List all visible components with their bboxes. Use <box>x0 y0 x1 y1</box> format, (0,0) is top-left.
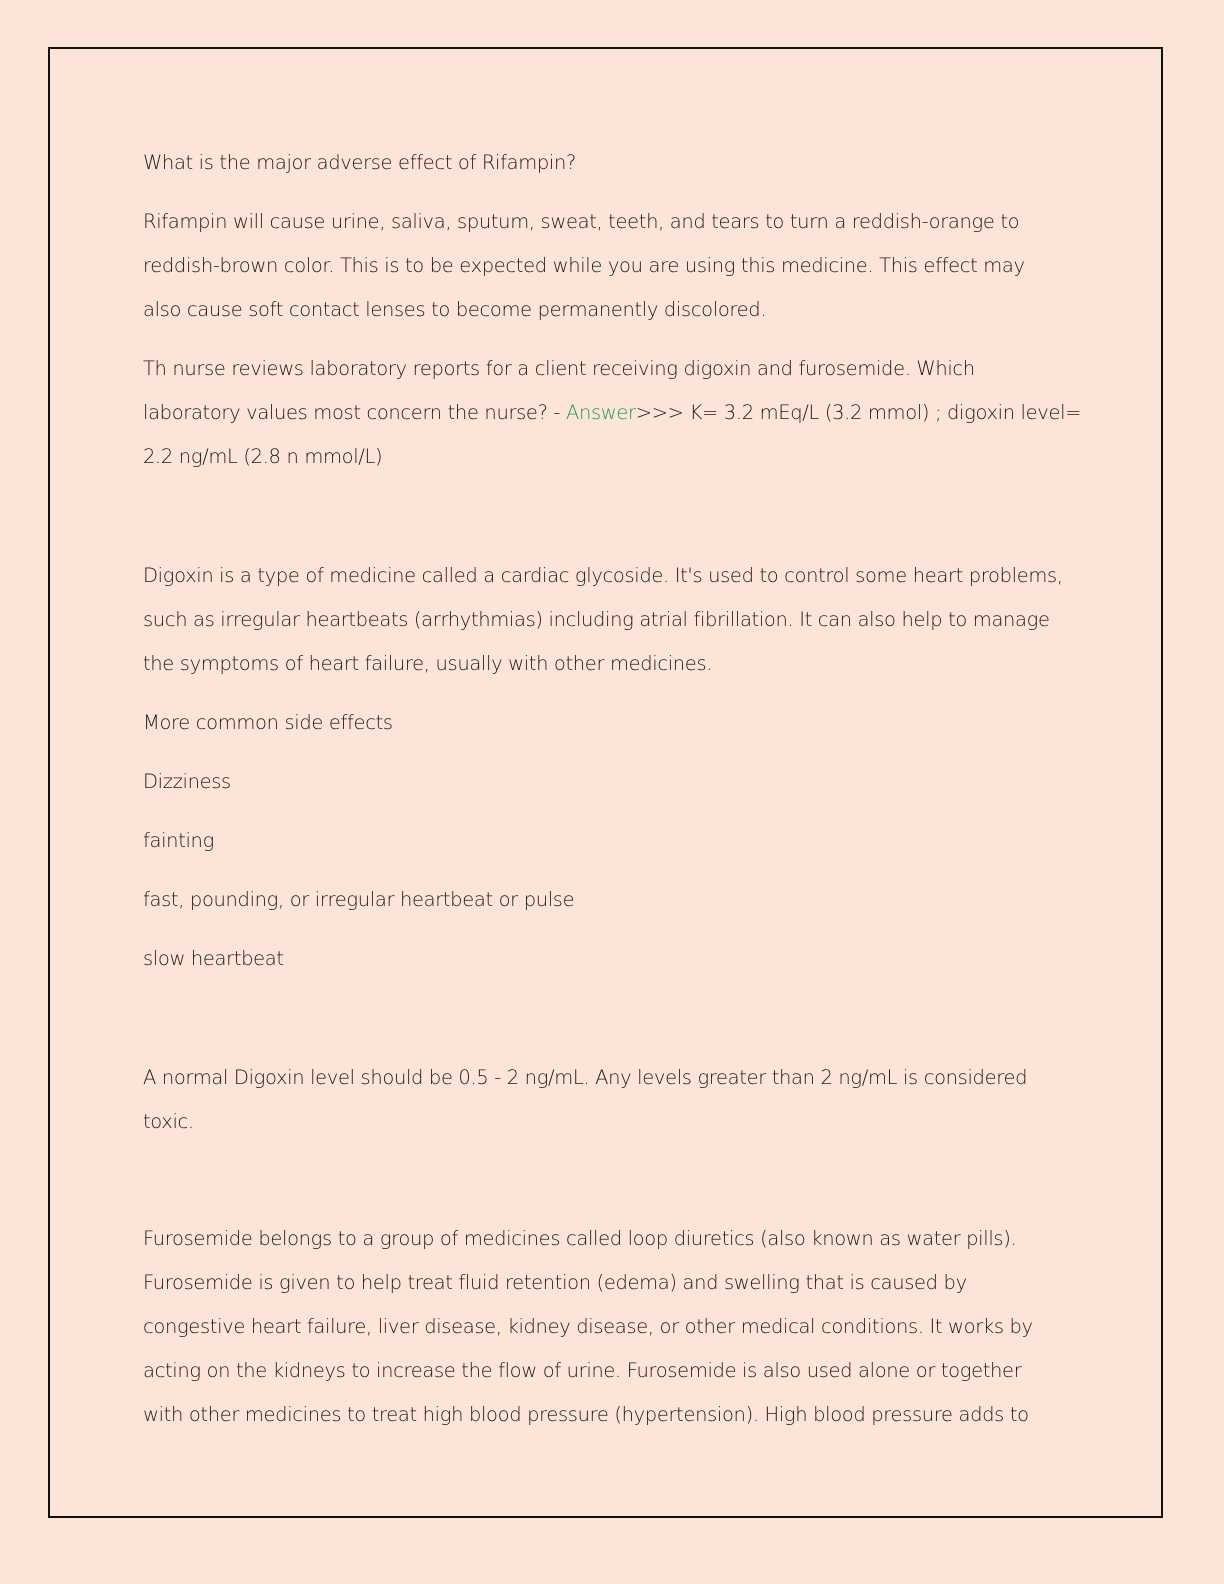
list-item: fainting <box>143 829 214 852</box>
paragraph-line: acting on the kidneys to increase the flow of urine. Furosemide is also used alone or together <box>143 1359 1022 1382</box>
list-item: fast, pounding, or irregular heartbeat or pulse <box>143 888 575 911</box>
paragraph-line: congestive heart failure, liver disease, kidney disease, or other medical conditions. It works by <box>143 1315 1033 1338</box>
paragraph-line: toxic. <box>143 1110 194 1133</box>
paragraph-line: Furosemide is given to help treat fluid retention (edema) and swelling that is caused by <box>143 1271 967 1294</box>
paragraph-line: reddish-brown color. This is to be expected while you are using this medicine. This effect may <box>143 254 1025 277</box>
furosemide-paragraph <box>143 1217 1078 1437</box>
spacer <box>143 1159 1078 1217</box>
paragraph-line: the symptoms of heart failure, usually with other medicines. <box>143 652 713 675</box>
rifampin-answer-paragraph <box>143 200 1078 332</box>
side-effect-item <box>143 937 1078 981</box>
side-effects-heading <box>143 701 1078 745</box>
paragraph-line <box>143 391 1082 435</box>
heading-text: More common side effects <box>143 711 393 734</box>
paragraph-line: Digoxin is a type of medicine called a cardiac glycoside. It's used to control some heart problems, <box>143 564 1063 587</box>
question-rifampin <box>143 141 1078 185</box>
list-item: slow heartbeat <box>143 947 284 970</box>
spacer <box>143 996 1078 1056</box>
paragraph-line: Rifampin will cause urine, saliva, sputum, sweat, teeth, and tears to turn a reddish-orange to <box>143 210 1020 233</box>
answer-text: >>> K= 3.2 mEq/L (3.2 mmol) ; digoxin level= <box>635 401 1082 424</box>
digoxin-paragraph <box>143 554 1078 686</box>
side-effect-item <box>143 760 1078 804</box>
paragraph-line: 2.2 ng/mL (2.8 n mmol/L) <box>143 445 383 468</box>
list-item: Dizziness <box>143 770 231 793</box>
question-lab-values <box>143 347 1082 479</box>
side-effect-item <box>143 878 1078 922</box>
paragraph-line: with other medicines to treat high blood pressure (hypertension). High blood pressure adds to <box>143 1403 1029 1426</box>
digoxin-level-paragraph <box>143 1056 1078 1144</box>
paragraph-line: Furosemide belongs to a group of medicines called loop diuretics (also known as water pills). <box>143 1227 1017 1250</box>
paragraph-line: also cause soft contact lenses to become permanently discolored. <box>143 298 767 321</box>
document-body <box>143 141 1082 1452</box>
spacer <box>143 494 1078 554</box>
paragraph-line: such as irregular heartbeats (arrhythmias) including atrial fibrillation. It can also help to manage <box>143 608 1050 631</box>
question-text: laboratory values most concern the nurse? - <box>143 401 566 424</box>
paragraph-line: Th nurse reviews laboratory reports for a client receiving digoxin and furosemide. Which <box>143 357 975 380</box>
paragraph-line: A normal Digoxin level should be 0.5 - 2 ng/mL. Any levels greater than 2 ng/mL is considered <box>143 1066 1028 1089</box>
side-effect-item <box>143 819 1078 863</box>
answer-label: Answer <box>565 401 636 424</box>
question-text: What is the major adverse effect of Rifampin? <box>143 151 576 174</box>
